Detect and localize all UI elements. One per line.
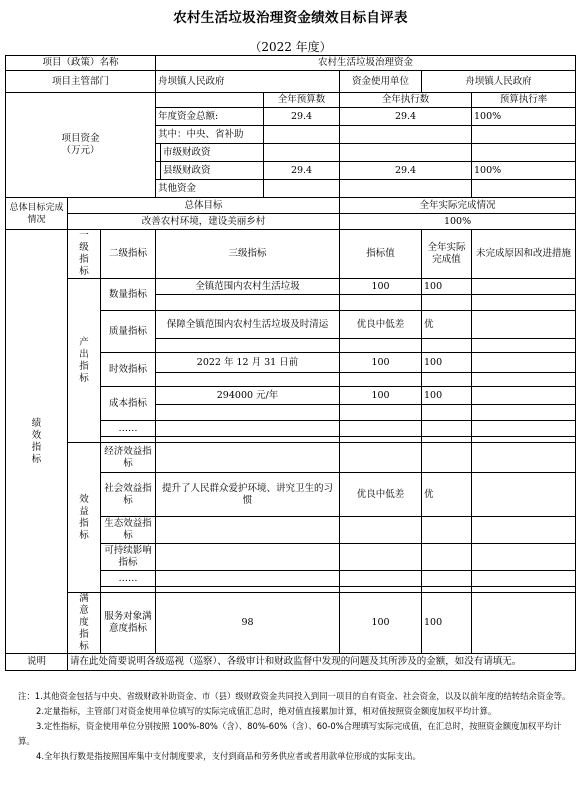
funds-row-rate: 100% xyxy=(472,108,576,126)
quality-actual: 优 xyxy=(422,311,472,339)
overall-label: 总体目标完成情况 xyxy=(6,198,68,230)
page-title: 农村生活垃圾治理资金绩效目标自评表 xyxy=(173,10,408,26)
empty-cell xyxy=(472,405,576,421)
empty-cell xyxy=(340,373,422,387)
empty-cell xyxy=(472,517,576,544)
service-value: 100 xyxy=(340,593,422,654)
funds-row-budget xyxy=(264,126,340,144)
cost-actual: 100 xyxy=(422,387,472,405)
empty-cell xyxy=(156,571,340,587)
empty-cell xyxy=(156,421,340,437)
empty-cell xyxy=(340,443,422,473)
project-name-value: 农村生活垃圾治理资金 xyxy=(156,56,576,71)
footnotes xyxy=(18,689,573,764)
empty-cell xyxy=(156,373,340,387)
explanation-text: 请在此处简要说明各级巡视（巡察）、各级审计和财政监督中发现的问题及其所涉及的金额，如没有请填无。 xyxy=(68,654,576,671)
empty-cell xyxy=(156,295,340,311)
empty-cell xyxy=(472,544,576,571)
funds-header-rate: 预算执行率 xyxy=(472,93,576,108)
empty-cell xyxy=(472,421,576,437)
social-name: 提升了人民群众爱护环境、讲究卫生的习惯 xyxy=(156,473,340,517)
empty-cell xyxy=(340,421,422,437)
funds-unit: （万元） xyxy=(61,145,100,156)
cost-label: 成本指标 xyxy=(101,387,156,421)
benefit-label: 效益指标 xyxy=(68,443,101,593)
funds-row-executed xyxy=(340,144,472,162)
unit-label: 资金使用单位 xyxy=(340,71,422,93)
social-actual: 优 xyxy=(422,473,472,517)
funds-row-executed: 29.4 xyxy=(340,108,472,126)
footnote: 2.定量指标，主管部门对资金使用单位填写的实际完成值汇总时，绝对值直接累加计算，相对值按照资金额度加权平均计算。 xyxy=(36,706,497,716)
funds-row-budget xyxy=(264,180,340,198)
service-name: 98 xyxy=(156,593,340,654)
empty-cell xyxy=(422,339,472,353)
service-actual: 100 xyxy=(422,593,472,654)
quality-value: 优良中低差 xyxy=(340,311,422,339)
empty-cell xyxy=(422,405,472,421)
quantity-reason xyxy=(472,279,576,295)
quantity-actual: 100 xyxy=(422,279,472,295)
empty-cell xyxy=(340,517,422,544)
funds-row-rate xyxy=(472,144,576,162)
year-label: （2022 年度） xyxy=(249,40,332,54)
empty-cell xyxy=(156,517,340,544)
quantity-label: 数量指标 xyxy=(101,279,156,311)
social-label: 社会效益指标 xyxy=(101,473,156,517)
cost-name: 294000 元/年 xyxy=(156,387,340,405)
funds-header-blank xyxy=(156,93,264,108)
satisfaction-label: 满意度指标 xyxy=(68,593,101,654)
empty-cell xyxy=(156,544,340,571)
funds-row-budget: 29.4 xyxy=(264,108,340,126)
funds-row-label: 市级财政资 xyxy=(161,144,264,162)
overall-actual-header: 全年实际完成情况 xyxy=(340,198,576,214)
timeliness-actual: 100 xyxy=(422,353,472,373)
empty-cell xyxy=(156,339,340,353)
empty-cell xyxy=(472,373,576,387)
perf-header-l3: 三级指标 xyxy=(156,230,340,279)
empty-cell xyxy=(422,295,472,311)
perf-header-reason: 未完成原因和改进措施 xyxy=(472,230,576,279)
funds-row-label: 其他资金 xyxy=(156,180,264,198)
empty-cell xyxy=(422,373,472,387)
social-reason xyxy=(472,473,576,517)
service-label: 服务对象满意度指标 xyxy=(101,593,156,654)
perf-label-text: 绩效指标 xyxy=(31,417,42,465)
explanation-label: 说明 xyxy=(6,654,68,671)
footnote: 注：1.其他资金包括与中央、省级财政补助资金、市（县）级财政资金共同投入到同一项目的自有资金、社会资金，以及以前年度的结转结余资金等。 xyxy=(18,691,571,701)
funds-row-rate xyxy=(472,180,576,198)
funds-row-executed xyxy=(340,126,472,144)
funds-row-rate: 100% xyxy=(472,162,576,180)
ecological-label: 生态效益指标 xyxy=(101,517,156,544)
sustainable-label: 可持续影响指标 xyxy=(101,544,156,571)
perf-header-actual: 全年实际完成值 xyxy=(422,230,472,279)
empty-cell xyxy=(156,443,340,473)
timeliness-reason xyxy=(472,353,576,373)
empty-cell xyxy=(340,405,422,421)
funds-row-rate xyxy=(472,126,576,144)
footnote: 4.全年执行数是指按照国库集中支付制度要求，支付到商品和劳务供应者或者用款单位形成的实际支出。 xyxy=(36,751,421,761)
funds-label-text: 项目资金 xyxy=(61,133,100,144)
funds-header-executed: 全年执行数 xyxy=(340,93,472,108)
cost-reason xyxy=(472,387,576,405)
timeliness-name: 2022 年 12 月 31 日前 xyxy=(156,353,340,373)
empty-cell xyxy=(340,544,422,571)
quality-name: 保障全镇范围内农村生活垃圾及时清运 xyxy=(156,311,340,339)
overall-target-header: 总体目标 xyxy=(68,198,340,214)
perf-header-value: 指标值 xyxy=(340,230,422,279)
empty-cell xyxy=(422,544,472,571)
funds-row-label: 年度资金总额: xyxy=(156,108,264,126)
output-label: 产出指标 xyxy=(68,279,101,443)
funds-row-budget: 29.4 xyxy=(264,162,340,180)
quality-label: 质量指标 xyxy=(101,311,156,353)
empty-cell xyxy=(340,339,422,353)
perf-header-l1: 一级指标 xyxy=(68,230,101,279)
overall-target: 改善农村环境，建设美丽乡村 xyxy=(68,214,340,230)
output-ellipsis: …… xyxy=(101,421,156,437)
evaluation-table xyxy=(5,55,576,671)
dept-value: 舟坝镇人民政府 xyxy=(156,71,340,93)
benefit-ellipsis: …… xyxy=(101,571,156,587)
empty-cell xyxy=(156,405,340,421)
quantity-name: 全镇范围内农村生活垃圾 xyxy=(156,279,340,295)
empty-cell xyxy=(340,571,422,587)
empty-cell xyxy=(422,517,472,544)
dept-label: 项目主管部门 xyxy=(6,71,156,93)
funds-row-executed: 29.4 xyxy=(340,162,472,180)
funds-row-label: 县级财政资 xyxy=(161,162,264,180)
empty-cell xyxy=(422,421,472,437)
empty-cell xyxy=(472,339,576,353)
funds-row-label: 其中：中央、省补助 xyxy=(156,126,264,144)
project-name-label: 项目（政策）名称 xyxy=(6,56,156,71)
perf-label xyxy=(6,230,68,654)
timeliness-value: 100 xyxy=(340,353,422,373)
timeliness-label: 时效指标 xyxy=(101,353,156,387)
funds-row-executed xyxy=(340,180,472,198)
empty-cell xyxy=(472,295,576,311)
empty-cell xyxy=(340,295,422,311)
empty-cell xyxy=(422,571,472,587)
empty-cell xyxy=(422,443,472,473)
funds-header-budget: 全年预算数 xyxy=(264,93,340,108)
funds-row-budget xyxy=(264,144,340,162)
perf-header-l2: 二级指标 xyxy=(101,230,156,279)
funds-label xyxy=(6,93,156,198)
cost-value: 100 xyxy=(340,387,422,405)
overall-actual: 100% xyxy=(340,214,576,230)
footnote: 3.定性指标，资金使用单位分别按照 100%-80%（含）、80%-60%（含）、60-0%合理填写实际完成值，在汇总时，按照资金额度加权平均计算。 xyxy=(18,721,562,746)
unit-value: 舟坝镇人民政府 xyxy=(422,71,576,93)
economic-label: 经济效益指标 xyxy=(101,443,156,473)
quantity-value: 100 xyxy=(340,279,422,295)
social-value: 优良中低差 xyxy=(340,473,422,517)
service-reason xyxy=(472,593,576,654)
empty-cell xyxy=(472,443,576,473)
empty-cell xyxy=(472,571,576,587)
quality-reason xyxy=(472,311,576,339)
